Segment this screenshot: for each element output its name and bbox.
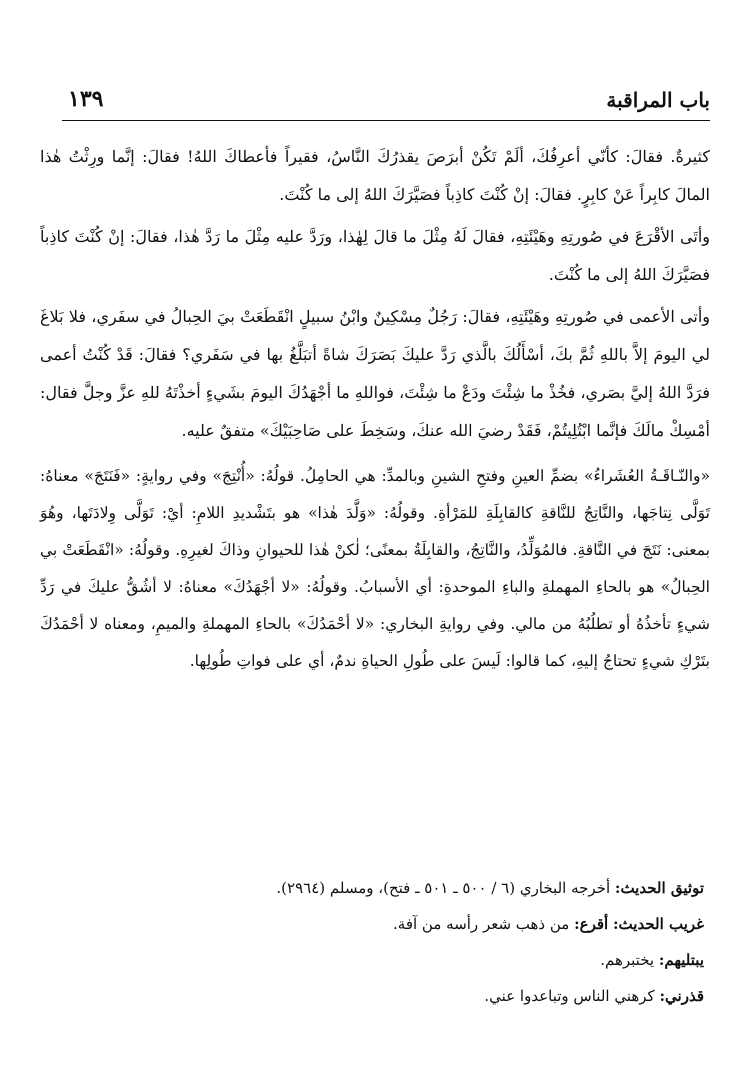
explanation-notes	[40, 458, 710, 680]
page-number: ١٣٩	[68, 86, 104, 112]
book-page	[40, 0, 710, 1086]
gharib-line	[40, 906, 704, 942]
header-rule	[62, 120, 710, 121]
gharib-label: غريب الحديث:	[613, 915, 704, 933]
vocab-line	[40, 942, 704, 978]
main-text	[40, 138, 710, 680]
takhrij-line	[40, 870, 704, 906]
hadith-references	[40, 870, 704, 1014]
vocab-line	[40, 978, 704, 1014]
page-header	[40, 86, 710, 122]
notes-paragraph: «والنّـاقَـةُ العُشَراءُ» بضمِّ العينِ وفتحِ الشينِ وبالمدِّ: هي الحامِلُ. قولُهُ: «أُنْتِجَ» وفي روايةٍ: «فَنَتَجَ» معناهُ: تَوَلَّى نِتاجَها، والنَّاتِجُ للنَّاقةِ كالقابِلَةِ للمَرْأةِ. وقولُهُ: «وَلَّدَ هٰذا» هو بتَشْديدِ اللامِ: أيْ: تَوَلَّى وِلادَتَها، وهُوَ بمعنى: نَتَجَ في النَّاقةِ. فالمُوَلِّدُ، والنَّاتِجُ، والقابِلَةُ بمعنًى؛ لٰكنْ هٰذا للحيوانِ وذاكَ لغيرِهِ. وقولُهُ: «انْقَطَعَتْ بي الحِبالُ» هو بالحاءِ المهملةِ والباءِ الموحدةِ: أي الأسبابُ. وقولُهُ: «لا أجْهَدُكَ» معناهُ: لا أشُقُّ عليكَ في رَدِّ شيءٍ تأخذُهُ أو تطلُبُهُ من مالي. وفي روايةِ البخاري: «لا أحْمَدُكَ» بالحاءِ المهملةِ والميمِ، ومعناه لا أحْمَدُكَ بتَرْكِ شيءٍ تحتاجُ إليهِ، كما قالوا: لَيسَ على طُولِ الحياةِ ندمٌ، أي على فواتِ طُولِها.	[40, 467, 710, 670]
chapter-title: باب المراقبة	[606, 88, 710, 112]
takhrij-label: توثيق الحديث:	[614, 879, 704, 897]
hadith-paragraph: كثيرةٌ. فقالَ: كأنّي أعرِفُكَ، ألَمْ تَكُنْ أبرَصَ يقذرُكَ النَّاسُ، فقيراً فأعطاكَ اللهُ! فقالَ: إنَّما ورِثْتُ هٰذا المالَ كابِراً عَنْ كابِرٍ. فقالَ: إنْ كُنْتَ كاذِباً فصَيَّرَكَ اللهُ إلى ما كُنْتَ.	[40, 147, 710, 204]
vocab-definition: يختبرهم.	[600, 951, 655, 969]
hadith-paragraph: وأتَى الأقْرَعَ في صُورتِهِ وهَيْئَتِهِ، فقالَ لَهُ مِثْلَ ما قالَ لِهٰذا، ورَدَّ عليه مِثْلَ ما رَدَّ هٰذا، فقالَ: إنْ كُنْتَ كاذِباً فصَيَّرَكَ اللهُ إلى ما كُنْتَ.	[40, 227, 710, 284]
vocab-term: يبتليهم:	[658, 951, 704, 969]
takhrij-text: أخرجه البخاري (٦ / ٥٠٠ ـ ٥٠١ ـ فتح)، ومسلم (٢٩٦٤).	[276, 879, 611, 897]
hadith-paragraph: وأتى الأعمى في صُورتِهِ وهَيْئَتِهِ، فقالَ: رَجُلٌ مِسْكِينٌ وابْنُ سبيلٍ انْقَطَعَتْ بيَ الحِبالُ في سفَري، فلا بَلاغَ لي اليومَ إلاَّ باللهِ ثُمَّ بكَ، أسْأَلُكَ بالَّذي رَدَّ عليكَ بَصَرَكَ شاةً أتبَلَّغُ بها في سَفَري؟ فقالَ: قَدْ كُنْتُ أعمى فرَدَّ اللهُ إليَّ بصَري، فخُذْ ما شِئْتَ ودَعْ ما شِئْتَ، فواللهِ ما أجْهَدُكَ اليومَ بشَيءٍ أخذْتَهُ للهِ عزَّ وجلَّ فقال: أمْسِكْ مالَكَ فإنَّما ابْتُلِيتُمْ، فَقَدْ رضيَ الله عنكَ، وسَخِطَ على صَاحِبَيْكَ» متفقٌ عليه.	[40, 307, 710, 440]
gharib-term: أقرع:	[574, 915, 609, 933]
vocab-definition: كرهني الناس وتباعدوا عني.	[484, 987, 655, 1005]
vocab-term: قذرني:	[659, 987, 704, 1005]
gharib-definition: من ذهب شعر رأسه من آفة.	[393, 915, 570, 933]
